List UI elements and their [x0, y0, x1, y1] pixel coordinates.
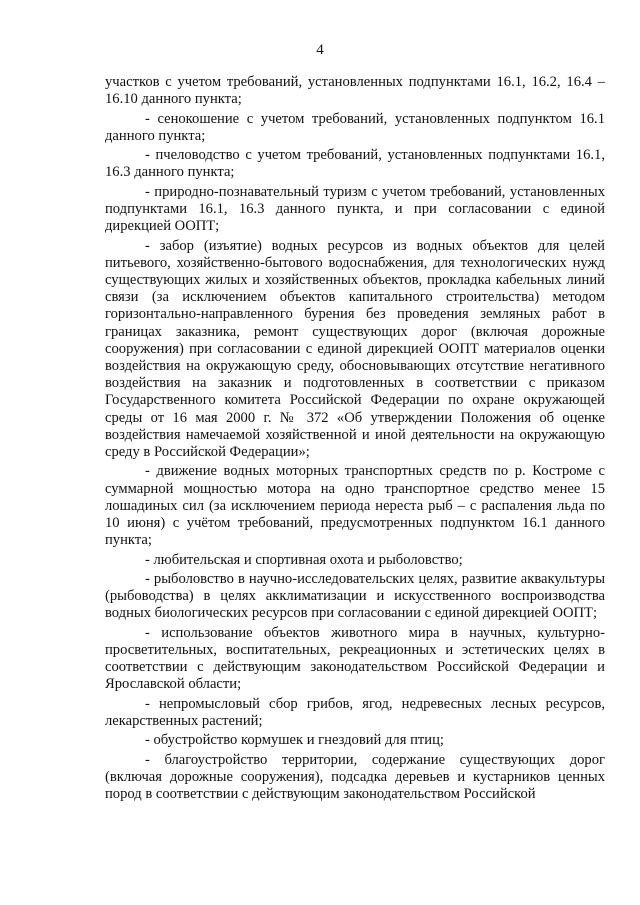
list-item-motor-vessels: - движение водных моторных транспортных средств по р. Костроме с суммарной мощностью мотора на одно транспортное средство менее 15 лошадиных сил (за исключением периода нереста рыб – с распаления льда по 10 июня) с учётом требований, предусмотренных подпунктом 16.1 данного пункта; — [105, 463, 605, 549]
list-item-water-intake: - забор (изъятие) водных ресурсов из водных объектов для целей питьевого, хозяйственно-бытового водоснабжения, для технологических нужд существующих жилых и хозяйственных объектов, прокладка кабельных линий связи (за исключением объектов капитального строительства) методом горизонтально-направленного бурения без проведения земляных работ в границах заказника, ремонт существующих дорог (включая дорожные сооружения) при согласовании с единой дирекцией ООПТ материалов оценки воздействия на окружающую среду, обосновывающих отсутствие негативного воздействия на заказник и подготовленных в соответствии с приказом Государственного комитета Российской Федерации по охране окружающей среды от 16 мая 2000 г. № 372 «Об утверждении Положения об оценке воздействия намечаемой хозяйственной и иной деятельности на окружающую среду в Российской Федерации»; — [105, 237, 605, 461]
list-item-gathering: - непромысловый сбор грибов, ягод, недревесных лесных ресурсов, лекарственных растений; — [105, 695, 605, 729]
list-item-scientific-fishing: - рыболовство в научно-исследовательских целях, развитие аквакультуры (рыбоводства) в целях акклиматизации и искусственного воспроизводства водных биологических ресурсов при согласовании с единой дирекцией ООПТ; — [105, 571, 605, 622]
list-item-bird-feeders: - обустройство кормушек и гнездовий для птиц; — [145, 732, 444, 749]
list-item-tourism: - природно-познавательный туризм с учетом требований, установленных подпунктами 16.1, 16.3 данного пункта, и при согласовании с единой дирекцией ООПТ; — [105, 183, 605, 235]
list-item-wildlife-use: - использование объектов животного мира в научных, культурно-просветительных, воспитательных, рекреационных и эстетических целях в соответствии с действующим законодательством Российской Федерации и Ярославской области; — [105, 624, 605, 693]
paragraph-continuation: участков с учетом требований, установленных подпунктами 16.1, 16.2, 16.4 – 16.10 данного пункта; — [105, 74, 605, 108]
list-item-haymaking: - сенокошение с учетом требований, установленных подпунктом 16.1 данного пункта; — [105, 110, 605, 144]
list-item-hunting-fishing: - любительская и спортивная охота и рыболовство; — [145, 551, 463, 568]
page-number: 4 — [316, 42, 324, 58]
document-body — [105, 74, 605, 806]
list-item-landscaping: - благоустройство территории, содержание существующих дорог (включая дорожные сооружения), подсадка деревьев и кустарников ценных пород в соответствии с действующим законодательством Российской — [105, 751, 605, 803]
list-item-beekeeping: - пчеловодство с учетом требований, установленных подпунктами 16.1, 16.3 данного пункта; — [105, 147, 605, 181]
